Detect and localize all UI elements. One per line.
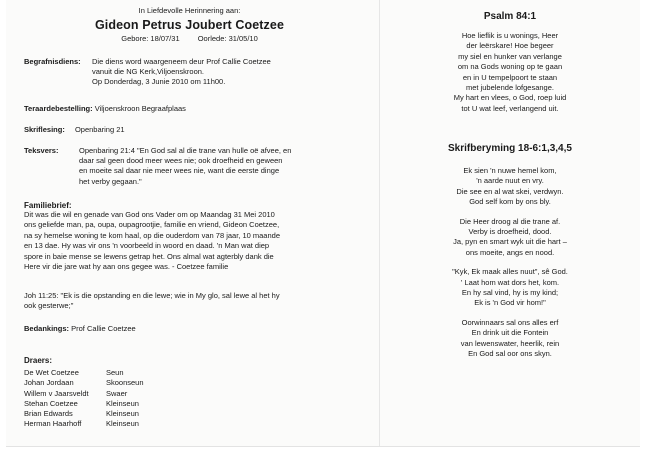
intro-text: In Liefdevolle Herinnering aan:: [138, 6, 241, 15]
hymn-stanza: [380, 217, 640, 259]
hymn-line: ' Laat hom wat dors het, kom.: [460, 277, 560, 287]
funeral-label: Begrafnisdiens:: [24, 57, 81, 66]
psalm-line: met jubelende lofgesange.: [466, 83, 554, 93]
family-line: ons geliefde man, pa, oupa, oupagrootjie, familie en vriend, Gideon Coetzee,: [24, 220, 280, 230]
dates-line: [0, 34, 379, 43]
burial-text: Viljoenskroon Begraafplaas: [94, 104, 186, 113]
family-line: Dit was die wil en genade van God ons Vader om op Maandag 31 Mei 2010: [24, 210, 275, 219]
psalm-line: der leërskare! Hoe begeer: [466, 41, 554, 51]
bearer-relation: Kleinseun: [106, 398, 139, 408]
bearer-row: [24, 378, 144, 388]
verse-line: daar sal geen dood meer wees nie; ook droefheid en geween: [79, 156, 283, 166]
verse-line: het verby gegaan.": [79, 176, 142, 186]
bearers-label: Draers:: [24, 356, 53, 365]
hymn-line: "Kyk, Ek maak alles nuut", sê God.: [452, 267, 568, 277]
hymn-stanza: [380, 267, 640, 309]
psalm-line: My hart en vlees, o God, roep luid: [453, 93, 567, 103]
verse-section: [24, 146, 374, 187]
bearer-row: [24, 368, 144, 378]
hymn-stanza: [380, 166, 640, 208]
family-section: [24, 201, 374, 272]
funeral-line: Die diens word waargeneem deur Prof Callie Coetzee: [92, 57, 271, 66]
verse-line: en moeite sal daar nie meer wees nie, want die eerste dinge: [79, 166, 280, 176]
thanks-text: Prof Callie Coetzee: [71, 324, 136, 333]
john-quote: [24, 291, 374, 312]
bearer-name: Johan Jordaan: [24, 378, 74, 388]
verse-line: Openbaring 21:4 "En God sal al die trane van hulle oë afvee, en: [79, 146, 292, 155]
hymn-line: Ek sien 'n nuwe hemel kom,: [463, 166, 557, 175]
psalm-line: en in U tempelpoort te staan: [462, 72, 558, 82]
hymn-line: Die see en al wat skei, verdwyn.: [456, 186, 564, 196]
psalm-title: Psalm 84:1: [483, 11, 537, 22]
family-line: spore in baie mense se lewens getrap het. Ons almal wat agterbly dank die: [24, 251, 274, 261]
psalm-line: Hoe lieflik is u wonings, Heer: [461, 31, 559, 40]
family-line: Here vir die jare wat hy aan ons gegee was. - Coetzee familie: [24, 262, 229, 272]
thanks-label: Bedankings:: [24, 324, 70, 333]
bearer-name: Brian Edwards: [24, 409, 73, 419]
reading-label: Skriflesing:: [24, 125, 65, 134]
psalm-line: my siel en hunker van verlange: [458, 51, 562, 61]
hymn-stanza: [380, 318, 640, 360]
verse-label: Teksvers:: [24, 146, 59, 155]
died-date: Oorlede: 31/05/10: [197, 34, 258, 43]
hymn-text: [380, 166, 640, 369]
born-date: Gebore: 18/07/31: [121, 34, 180, 43]
hymn-line: van lewenswater, heerlik, rein: [460, 338, 560, 348]
psalm-text: [380, 31, 640, 114]
bearer-relation: Kleinseun: [106, 409, 139, 419]
hymn-line: En God sal oor ons skyn.: [468, 349, 552, 359]
bearer-relation: Skoonseun: [106, 378, 144, 388]
bearer-name: Stehan Coetzee: [24, 398, 78, 408]
hymn-line: Die Heer droog al die trane af.: [459, 216, 561, 226]
hymn-line: En hy sal vind, hy is my kind;: [461, 288, 559, 298]
hymn-line: Ja, pyn en smart wyk uit die hart –: [453, 237, 567, 247]
john-line: Joh 11:25: "Ek is die opstanding en die lewe; wie in My glo, sal lewe al het hy: [24, 291, 280, 300]
hymn-line: Verby is droefheid, dood.: [468, 227, 552, 237]
hymn-line: Oorwinnaars sal ons alles erf: [461, 317, 559, 327]
bearer-row: [24, 389, 144, 399]
psalm-line: tot U wat leef, verlangend uit.: [461, 103, 559, 113]
hymn-line: God self kom by ons bly.: [469, 197, 551, 207]
john-line: ook gesterwe;": [24, 301, 74, 311]
hymn-line: 'n aarde nuut en vry.: [476, 176, 544, 186]
hymn-line: En drink uit die Fontein: [471, 328, 549, 338]
bearer-row: [24, 409, 144, 419]
family-line: na sy hemelse woning te kom haal, op die ouderdom van 78 jaar, 10 maande: [24, 230, 280, 240]
hymn-line: Ek is 'n God vir hom!": [474, 298, 546, 308]
hymn-title: Skrifberyming 18-6:1,3,4,5: [448, 143, 572, 154]
family-line: en 13 dae. Hy was vir ons 'n voorbeeld in woord en daad. 'n Man wat diep: [24, 241, 270, 251]
thanks-section: [24, 324, 374, 334]
bearer-relation: Kleinseun: [106, 419, 139, 429]
reading-section: [24, 125, 374, 135]
bearer-name: Herman Haarhoff: [24, 419, 82, 429]
deceased-name: Gideon Petrus Joubert Coetzee: [94, 18, 285, 32]
funeral-line: vanuit die NG Kerk,Viljoenskroon.: [92, 67, 205, 77]
family-label: Familiebrief:: [24, 201, 72, 210]
burial-section: [24, 104, 374, 114]
hymn-line: ons moeite, angs en nood.: [465, 247, 555, 257]
funeral-line: Op Donderdag, 3 Junie 2010 om 11h00.: [92, 77, 226, 87]
psalm-line: om na Gods woning op te gaan: [457, 62, 563, 72]
bearer-name: De Wet Coetzee: [24, 368, 79, 377]
burial-label: Teraardebestelling:: [24, 104, 93, 113]
bearer-relation: Seun: [106, 368, 124, 377]
bearer-row: [24, 419, 144, 429]
funeral-section: [24, 57, 374, 88]
bearer-name: Willem v Jaarsveldt: [24, 388, 89, 398]
bearers-list: [24, 368, 144, 430]
bearer-relation: Swaer: [106, 388, 128, 398]
reading-text: Openbaring 21: [74, 125, 125, 134]
bearer-row: [24, 399, 144, 409]
